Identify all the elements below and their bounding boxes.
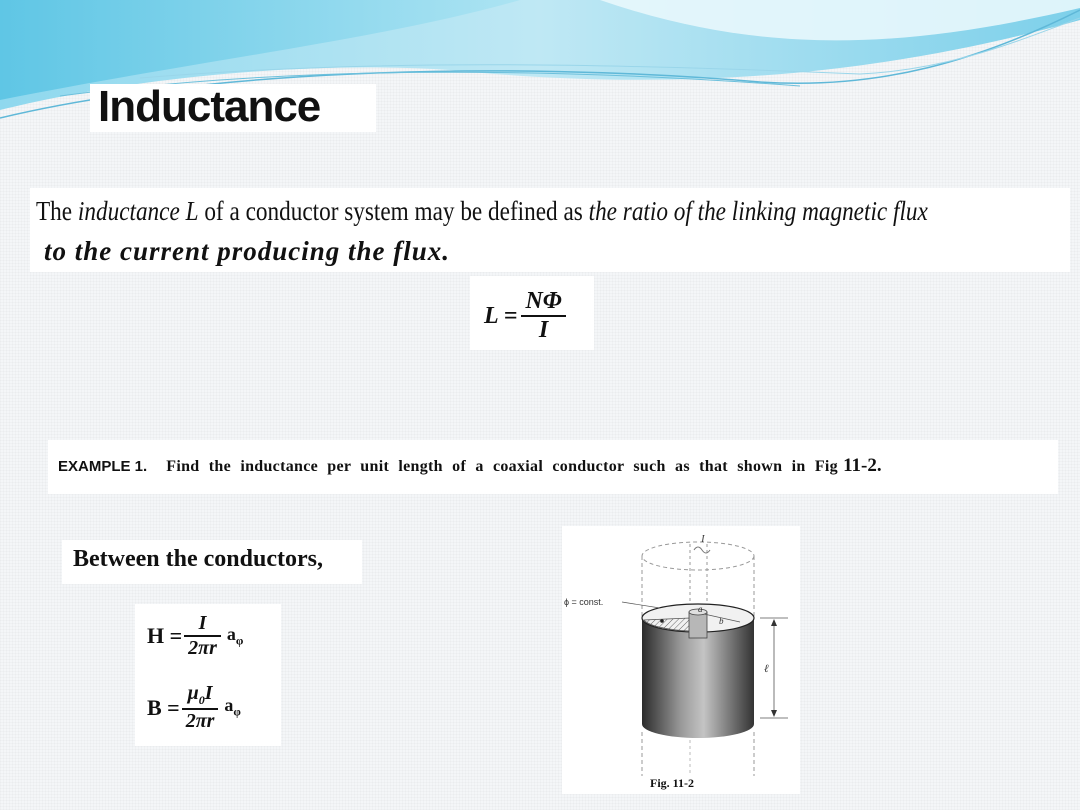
b-denominator: 2πr	[185, 710, 215, 732]
formula-denominator: I	[538, 317, 549, 343]
h-field-equation	[147, 612, 243, 660]
radius-a-label: a	[698, 604, 703, 614]
example-statement	[58, 455, 882, 477]
b-numerator: $\mu_0I$	[182, 682, 219, 710]
h-denominator: 2πr	[188, 637, 217, 659]
page-title: Inductance	[98, 82, 321, 131]
current-label: I	[701, 533, 705, 545]
h-lhs: H =	[147, 623, 183, 648]
figure-caption: Fig. 11-2	[650, 776, 694, 790]
phi-label: ϕ = const.	[564, 597, 604, 607]
h-numerator: I	[184, 612, 221, 637]
h-fraction	[184, 612, 221, 660]
h-unit-vector: $a_\varphi$	[226, 623, 244, 648]
formula-numerator: NΦ	[521, 288, 565, 317]
definition-line-1: The inductance L of a conductor system may be defined as the ratio of the linking magnetic flux	[36, 196, 928, 226]
coaxial-cable-figure	[562, 526, 800, 778]
definition-line-2: to the current producing the flux.	[44, 236, 451, 266]
b-unit-vector: $a_\varphi$	[224, 695, 241, 719]
inductance-formula	[470, 276, 594, 350]
example-figure-ref: 11-2.	[843, 455, 882, 476]
field-equations	[135, 604, 281, 746]
example-label: EXAMPLE 1.	[58, 458, 148, 475]
example-text: Find the inductance per unit length of a coaxial conductor such as that shown in Fig	[166, 458, 838, 475]
b-fraction	[182, 682, 219, 733]
length-label: ℓ	[764, 663, 769, 675]
b-field-equation	[147, 682, 241, 733]
between-heading: Between the conductors,	[73, 546, 323, 572]
formula-lhs: L =	[484, 302, 518, 329]
radius-b-label: b	[719, 616, 724, 626]
formula-fraction	[521, 288, 565, 344]
b-lhs: B =	[147, 694, 180, 720]
